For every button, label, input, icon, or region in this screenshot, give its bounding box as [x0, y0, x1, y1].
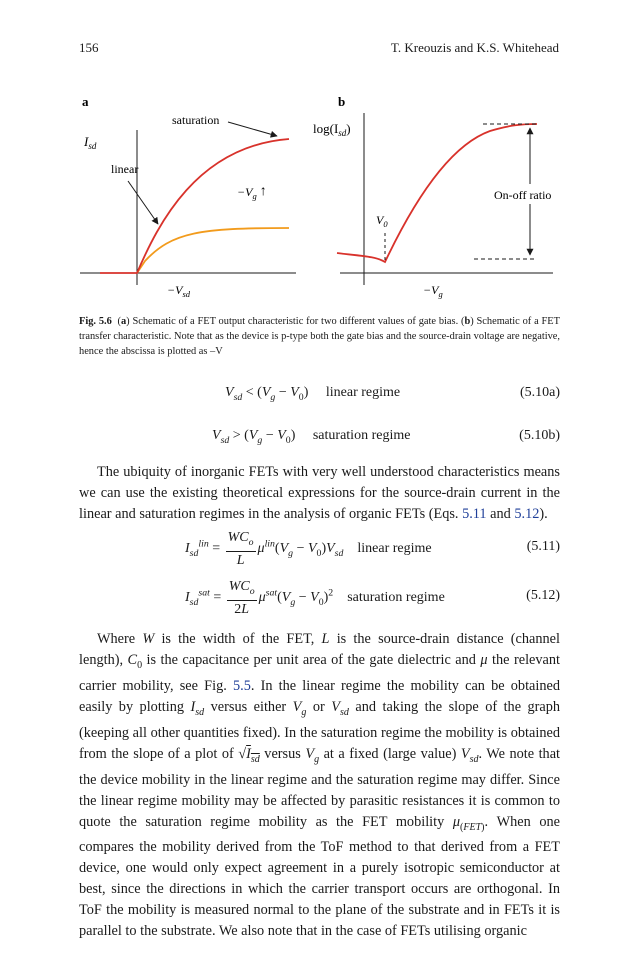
panel-a-letter: a	[82, 94, 89, 109]
figure-5-6	[0, 0, 638, 320]
equation-5-10a: $V_{sd} < (V_g - V_0)$ linear regime (5.10a)	[225, 385, 560, 403]
figure-caption: Fig. 5.6 (a) Schematic of a FET output characteristic for two different values of gate bias. (b) Schematic of a FET transfer characteristic. Note that as the device is p-type both the gate bias and the source-drain voltage are negative, hence the abscissa is plotted as –V	[79, 316, 560, 357]
panel-b-v0-label: $V_0$	[376, 213, 388, 229]
ref-eq-5-11[interactable]: 5.11	[462, 506, 487, 522]
panel-a-y-label: $I_{sd}$	[84, 134, 97, 151]
panel-a-x-label: $-V_{sd}$	[167, 283, 190, 299]
panel-a-saturation-label: saturation	[172, 113, 220, 127]
running-head: T. Kreouzis and K.S. Whitehead	[390, 40, 559, 55]
panel-b-letter: b	[338, 94, 346, 109]
panel-a-low-vg-curve	[137, 228, 289, 273]
panel-b-x-label: $-V_g$	[423, 283, 443, 299]
page-number: 156	[79, 40, 99, 55]
paragraph-2: Where W is the width of the FET, L is the source-drain distance (channel length), $C_0$ is the capacitance per unit area of the gate dielectric and μ the relevant carrier mobility, see Fig. 5.5. In the linear regime the mobility can be obtained easily by plotting $I_{sd}$ versus either $V_g$ or $V_{sd}$ and taking the slope of the graph (keeping all other quantities fixed). In the saturation regime the mobility is obtained from the slope of a plot of $√I_{sd}$ versus $V_g$ at a fixed (large value) $V_{sd}$. We note that the device mobility in the linear regime and the saturation regime may differ. Since the linear regime mobility may be affected by parasitic resistances it is common to quote the saturation regime mobility as the FET mobility $\mu_{(FET)}$. When one compares the mobility derived from the ToF method to that derived from a FET device, one would only expect agreement in a purely isotropic semiconductor at best, since the directions in which the carrier transport occurs are orthogonal. In ToF the mobility is measured normal to the plane of the substrate and in FETs it is parallel to the substrate. We also note that in the case of FETs utilising organic	[79, 631, 561, 940]
ref-eq-5-12[interactable]: 5.12	[514, 506, 540, 522]
paragraph-1: The ubiquity of inorganic FETs with very well understood characteristics means we can use the existing theoretical expressions for the source-drain current in the linear and saturation regimes in the analysis of organic FETs (Eqs. 5.11 and 5.12).	[79, 464, 560, 522]
panel-a-saturation-arrow	[228, 122, 277, 136]
ref-fig-5-5[interactable]: 5.5	[232, 677, 251, 694]
panel-a-linear-arrow	[128, 181, 158, 224]
equation-5-10b: $V_{sd} > (V_g - V_0)$ saturation regime (5.10b)	[212, 428, 560, 446]
panel-a-vg-label: $-V_g$ ↑	[237, 184, 267, 201]
equation-5-12: $I_{sd}^{sat}$ = $\frac{WC_o}{2L}$ $\mu^{sat}(V_g - V_0)^2$ saturation regime (5.12)	[185, 579, 560, 617]
caption-label: Fig. 5.6	[79, 316, 112, 327]
equation-5-11: $I_{sd}^{lin}$ = $\frac{WC_o}{L}$ $\mu^{lin}(V_g - V_0)V_{sd}$ linear regime (5.11)	[185, 530, 560, 568]
panel-a-linear-label: linear	[111, 162, 139, 176]
panel-a-high-vg-curve	[100, 139, 289, 273]
panel-b-on-off-label: On-off ratio	[494, 188, 552, 202]
panel-b-y-label: $\log(I_{sd})$	[313, 121, 351, 138]
